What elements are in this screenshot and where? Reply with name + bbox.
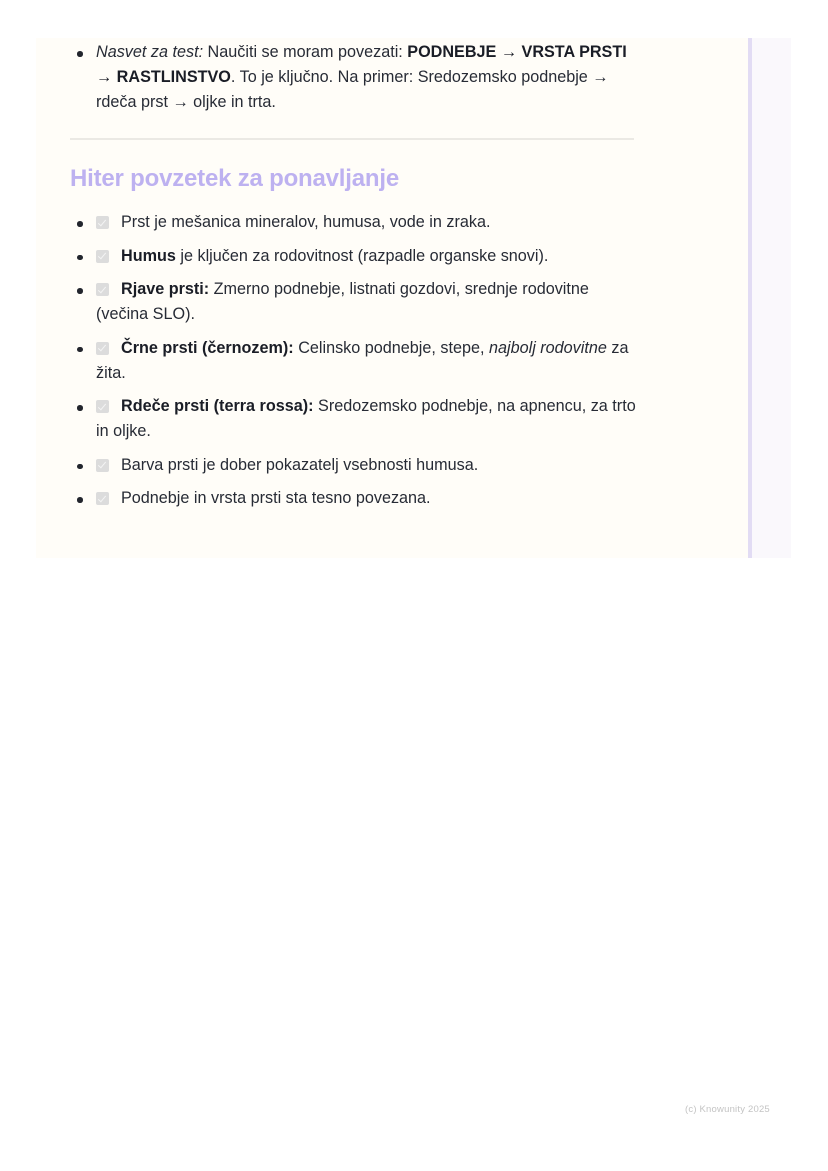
item-tail: za žita. xyxy=(96,338,629,382)
checkbox-checked[interactable] xyxy=(96,250,109,263)
tip-example: . To je ključno. Na primer: Sredozemsko podnebje → rdeča prst → oljke in trta. xyxy=(96,68,609,111)
side-panel xyxy=(752,38,791,558)
bullet-icon xyxy=(77,464,83,470)
bullet-icon xyxy=(77,405,83,411)
tip-list xyxy=(70,38,634,114)
summary-item xyxy=(70,486,640,511)
checkbox-checked[interactable] xyxy=(96,283,109,296)
item-bold: Črne prsti (černozem): xyxy=(121,338,294,357)
item-bold: Rjave prsti: xyxy=(121,280,210,298)
tip-section xyxy=(70,38,634,114)
tip-chain: PODNEBJE → VRSTA PRSTI → RASTLINSTVO xyxy=(96,43,627,86)
item-text: Prst je mešanica mineralov, humusa, vode in zraka. xyxy=(121,213,491,231)
checkbox-checked[interactable] xyxy=(96,400,109,413)
item-text: je ključen za rodovitnost (razpadle organske snovi). xyxy=(175,246,549,265)
summary-item xyxy=(70,277,640,327)
item-text: Celinsko podnebje, stepe, xyxy=(293,338,489,357)
footer-copyright: (c) Knowunity 2025 xyxy=(685,1104,770,1115)
item-bold: Humus xyxy=(121,246,176,265)
summary-list xyxy=(70,210,640,520)
item-italic: najbolj rodovitne xyxy=(488,338,607,357)
section-divider xyxy=(70,138,634,140)
summary-item xyxy=(70,336,640,386)
item-text: Barva prsti je dober pokazatelj vsebnosti humusa. xyxy=(121,455,479,474)
item-bold: Rdeče prsti (terra rossa): xyxy=(121,397,314,415)
item-text: Zmerno podnebje, listnati gozdovi, srednje rodovitne (večina SLO). xyxy=(96,280,589,323)
summary-item xyxy=(70,244,640,269)
item-text: Podnebje in vrsta prsti sta tesno povezana. xyxy=(121,489,431,507)
checkbox-checked[interactable] xyxy=(96,459,109,472)
tip-item xyxy=(70,40,634,115)
bullet-icon xyxy=(77,347,83,353)
summary-item xyxy=(70,453,640,478)
checkbox-checked[interactable] xyxy=(96,216,109,229)
bullet-icon xyxy=(77,255,83,261)
bullet-icon xyxy=(77,497,83,503)
tip-text: Naučiti se moram povezati: xyxy=(203,43,408,61)
bullet-icon xyxy=(77,51,83,57)
section-title: Hiter povzetek za ponavljanje xyxy=(70,165,399,192)
summary-item xyxy=(70,394,640,444)
checkbox-checked[interactable] xyxy=(96,342,109,355)
item-text: Sredozemsko podnebje, na apnencu, za trto in oljke. xyxy=(96,397,636,440)
bullet-icon xyxy=(77,221,83,227)
tip-label: Nasvet za test: xyxy=(96,43,204,61)
checkbox-checked[interactable] xyxy=(96,492,109,505)
bullet-icon xyxy=(77,288,83,294)
content-panel xyxy=(36,38,748,558)
summary-item xyxy=(70,210,640,235)
